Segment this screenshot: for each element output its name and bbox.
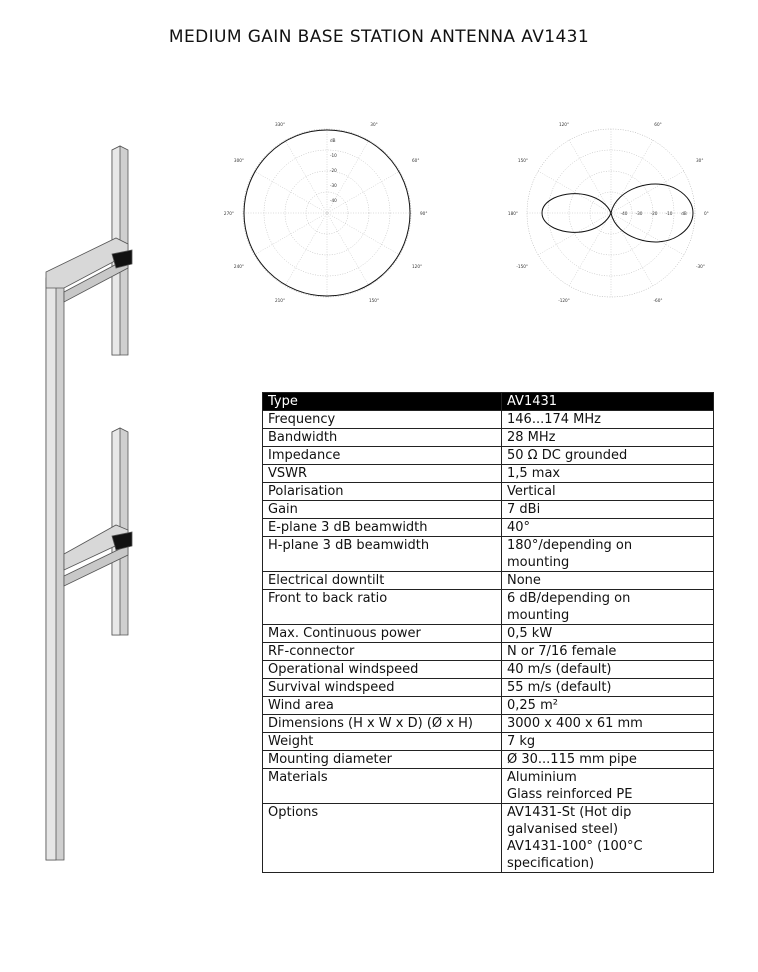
spec-label: VSWR	[263, 465, 502, 483]
ring-label: -30	[635, 211, 643, 216]
spec-label: Dimensions (H x W x D) (Ø x H)	[263, 715, 502, 733]
angle-label: 60°	[412, 158, 420, 163]
spec-value-line: 7 dBi	[507, 502, 541, 517]
ring-label: -30	[330, 183, 337, 188]
spec-value	[502, 715, 714, 733]
spec-value	[502, 465, 714, 483]
spec-value	[502, 590, 714, 625]
table-row	[263, 679, 714, 697]
spec-value-line: 1,5 max	[507, 466, 561, 481]
header-type-value: AV1431	[502, 393, 714, 411]
angle-label: 330°	[274, 122, 286, 127]
table-header-row	[263, 393, 714, 411]
spec-label: Electrical downtilt	[263, 572, 502, 590]
ring-label: -10	[665, 211, 673, 216]
spec-value	[502, 733, 714, 751]
angle-label: 90°	[420, 211, 428, 216]
spec-value-line: 40°	[507, 520, 531, 535]
spec-value	[502, 769, 714, 804]
spec-value-line: 6 dB/depending on	[507, 591, 631, 606]
table-row	[263, 625, 714, 643]
spec-value-line: 55 m/s (default)	[507, 680, 612, 695]
spec-value	[502, 501, 714, 519]
spec-label: Materials	[263, 769, 502, 804]
table-row	[263, 751, 714, 769]
angle-label: 120°	[558, 122, 570, 127]
spec-label: H-plane 3 dB beamwidth	[263, 537, 502, 572]
angle-label: 60°	[654, 122, 662, 127]
table-row	[263, 697, 714, 715]
table-row	[263, 572, 714, 590]
spec-value-line: 7 kg	[507, 734, 536, 749]
spec-value-line: galvanised steel)	[507, 822, 619, 837]
angle-label: 210°	[274, 298, 286, 303]
spec-value	[502, 751, 714, 769]
angle-label: 30°	[696, 158, 704, 163]
spec-value-line: 146...174 MHz	[507, 412, 601, 427]
table-row	[263, 715, 714, 733]
angle-label: 150°	[517, 158, 528, 163]
spec-value	[502, 661, 714, 679]
table-row	[263, 501, 714, 519]
table-row	[263, 733, 714, 751]
table-row	[263, 519, 714, 537]
ring-label: dB	[681, 211, 687, 216]
spec-value-line: 0,25 m²	[507, 698, 558, 713]
angle-label: 150°	[368, 298, 380, 303]
spec-value	[502, 697, 714, 715]
ring-label: -20	[330, 168, 337, 173]
ring-label: -20	[650, 211, 658, 216]
h-plane-polar-diagram	[506, 118, 716, 308]
spec-value-line: 180°/depending on	[507, 538, 633, 553]
antenna-illustration	[36, 140, 136, 870]
spec-value-line: 3000 x 400 x 61 mm	[507, 716, 643, 731]
spec-value	[502, 429, 714, 447]
spec-value	[502, 447, 714, 465]
spec-label: Gain	[263, 501, 502, 519]
spec-value-line: mounting	[507, 555, 570, 570]
ring-label: -40	[330, 198, 337, 203]
spec-label: RF-connector	[263, 643, 502, 661]
spec-value-line: AV1431-100° (100°C	[507, 839, 643, 854]
spec-label: Impedance	[263, 447, 502, 465]
spec-value-line: AV1431-St (Hot dip	[507, 805, 632, 820]
spec-value	[502, 519, 714, 537]
spec-value-line: specification)	[507, 856, 595, 871]
spec-label: Wind area	[263, 697, 502, 715]
spec-label: Polarisation	[263, 483, 502, 501]
angle-label: -150°	[516, 264, 528, 269]
spec-label: Frequency	[263, 411, 502, 429]
spec-value	[502, 537, 714, 572]
e-plane-polar-diagram	[222, 118, 432, 308]
spec-label: Bandwidth	[263, 429, 502, 447]
spec-label: Front to back ratio	[263, 590, 502, 625]
angle-label: 270°	[223, 211, 234, 216]
spec-value-line: Glass reinforced PE	[507, 787, 633, 802]
table-row	[263, 804, 714, 873]
table-row	[263, 465, 714, 483]
angle-label: -120°	[558, 298, 570, 303]
table-row	[263, 643, 714, 661]
spec-label: E-plane 3 dB beamwidth	[263, 519, 502, 537]
ring-label: -10	[330, 153, 337, 158]
ring-label: -40	[620, 211, 628, 216]
page-title: MEDIUM GAIN BASE STATION ANTENNA AV1431	[168, 27, 590, 47]
table-row	[263, 411, 714, 429]
table-row	[263, 429, 714, 447]
table-row	[263, 537, 714, 572]
specification-table	[262, 392, 714, 873]
table-row	[263, 447, 714, 465]
table-row	[263, 769, 714, 804]
spec-label: Max. Continuous power	[263, 625, 502, 643]
spec-value-line: Aluminium	[507, 770, 577, 785]
table-row	[263, 661, 714, 679]
spec-label: Weight	[263, 733, 502, 751]
angle-label: 300°	[233, 158, 244, 163]
spec-label: Survival windspeed	[263, 679, 502, 697]
spec-value-line: N or 7/16 female	[507, 644, 617, 659]
ring-label: dB	[330, 138, 336, 143]
angle-label: -30°	[696, 264, 705, 269]
spec-value-line: 28 MHz	[507, 430, 556, 445]
table-row	[263, 590, 714, 625]
spec-label: Mounting diameter	[263, 751, 502, 769]
spec-value	[502, 483, 714, 501]
angle-label: 240°	[233, 264, 244, 269]
angle-label: 120°	[412, 264, 423, 269]
spec-value	[502, 679, 714, 697]
angle-label: -60°	[653, 298, 663, 303]
spec-label: Options	[263, 804, 502, 873]
spec-value-line: Ø 30...115 mm pipe	[507, 752, 637, 767]
angle-label: 180°	[507, 211, 518, 216]
spec-value	[502, 643, 714, 661]
spec-value-line: mounting	[507, 608, 570, 623]
table-row	[263, 483, 714, 501]
angle-label: 0°	[704, 211, 709, 216]
spec-value	[502, 625, 714, 643]
spec-value	[502, 804, 714, 873]
spec-value-line: Vertical	[507, 484, 556, 499]
spec-value-line: 0,5 kW	[507, 626, 553, 641]
spec-value-line: None	[507, 573, 541, 588]
spec-value-line: 40 m/s (default)	[507, 662, 612, 677]
angle-label: 30°	[370, 122, 378, 127]
spec-label: Operational windspeed	[263, 661, 502, 679]
spec-value-line: 50 Ω DC grounded	[507, 448, 628, 463]
spec-value	[502, 411, 714, 429]
spec-value	[502, 572, 714, 590]
header-type-label: Type	[263, 393, 502, 411]
